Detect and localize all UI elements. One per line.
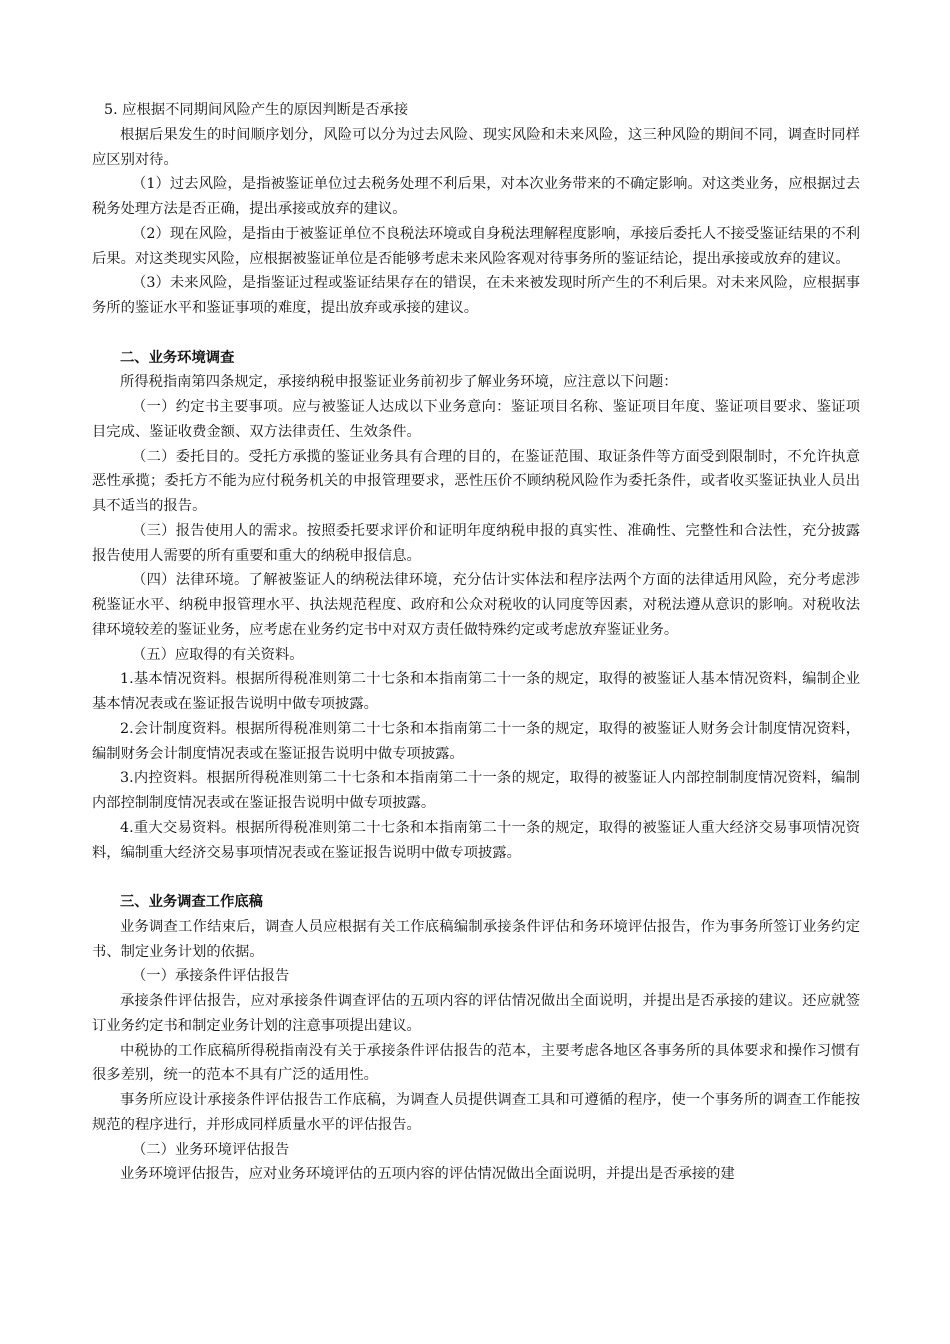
paragraph-env-purpose: （二）委托目的。受托方承揽的鉴证业务具有合理的目的，在鉴证范围、取证条件等方面受到限制时，不允许执意恶性承揽；委托方不能为应付税务机关的申报管理要求，恶性压价不顾纳税风险作为委托条件，或者收买鉴证执业人员出具不适当的报告。 xyxy=(92,448,860,514)
paragraph-material-internal-control: 3.内控资料。根据所得税准则第二十七条和本指南第二十一条的规定，取得的被鉴证人内部控制制度情况资料，编制内部控制制度情况表或在鉴证报告说明中做专项披露。 xyxy=(92,770,860,811)
paragraph-current-risk: （2）现在风险，是指由于被鉴证单位不良税法环境或自身税法理解程度影响，承接后委托人不接受鉴证结果的不利后果。对这类现实风险，应根据被鉴证单位是否能够考虑未来风险客观对待事务所的鉴证结论，提出承接或放弃的建议。 xyxy=(92,225,860,267)
document-page xyxy=(92,98,860,1187)
paragraph-risk-period: 根据后果发生的时间顺序划分，风险可以分为过去风险、现实风险和未来风险，这三种风险的期间不同，调查时同样应区别对待。 xyxy=(92,126,860,168)
paragraph-env-report-users: （三）报告使用人的需求。按照委托要求评价和证明年度纳税申报的真实性、准确性、完整性和合法性，充分披露报告使用人需要的所有重要和重大的纳税申报信息。 xyxy=(92,522,860,564)
paragraph-env-contract: （一）约定书主要事项。应与被鉴证人达成以下业务意向：鉴证项目名称、鉴证项目年度、鉴证项目要求、鉴证项目完成、鉴证收费金额、双方法律责任、生效条件。 xyxy=(92,399,860,440)
paragraph-env-materials: （五）应取得的有关资料。 xyxy=(132,646,304,663)
section-heading-working-papers: 三、业务调查工作底稿 xyxy=(120,894,263,910)
paragraph-future-risk: （3）未来风险，是指鉴证过程或鉴证结果存在的错误，在未来被发现时所产生的不利后果。对未来风险，应根据事务所的鉴证水平和鉴证事项的难度，提出放弃或承接的建议。 xyxy=(92,275,860,316)
paragraph-wp-intro: 业务调查工作结束后，调查人员应根据有关工作底稿编制承接条件评估和务环境评估报告，作为事务所签订业务约定书、制定业务计划的依据。 xyxy=(92,918,860,960)
paragraph-past-risk: （1）过去风险，是指被鉴证单位过去税务处理不利后果，对本次业务带来的不确定影响。对这类业务，应根据过去税务处理方法是否正确，提出承接或放弃的建议。 xyxy=(92,176,860,217)
paragraph-item-5: 5. 应根据不同期间风险产生的原因判断是否承接 xyxy=(104,102,409,118)
paragraph-wp-environment-content: 业务环境评估报告，应对业务环境评估的五项内容的评估情况做出全面说明，并提出是否承接的建 xyxy=(120,1166,735,1183)
paragraph-wp-acceptance-title: （一）承接条件评估报告 xyxy=(132,968,290,985)
paragraph-material-basic: 1.基本情况资料。根据所得税准则第二十七条和本指南第二十一条的规定，取得的被鉴证人基本情况资料，编制企业基本情况表或在鉴证报告说明中做专项披露。 xyxy=(92,671,860,712)
paragraph-env-legal: （四）法律环境。了解被鉴证人的纳税法律环境，充分估计实体法和程序法两个方面的法律适用风险，充分考虑涉税鉴证水平、纳税申报管理水平、执法规范程度、政府和公众对税收的认同度等因素，对税法遵从意识的影响。对税收法律环境较差的鉴证业务，应考虑在业务约定书中对双方责任做特殊约定或考虑放弃鉴证业务。 xyxy=(92,572,860,638)
paragraph-wp-environment-title: （二）业务环境评估报告 xyxy=(132,1141,290,1158)
paragraph-env-intro: 所得税指南第四条规定，承接纳税申报鉴证业务前初步了解业务环境，应注意以下问题： xyxy=(120,374,678,391)
paragraph-material-major-transactions: 4.重大交易资料。根据所得税准则第二十七条和本指南第二十一条的规定，取得的被鉴证人重大经济交易事项情况资料，编制重大经济交易事项情况表或在鉴证报告说明中做专项披露。 xyxy=(92,819,860,861)
paragraph-wp-acceptance-content: 承接条件评估报告，应对承接条件调查评估的五项内容的评估情况做出全面说明，并提出是否承接的建议。还应就签订业务约定书和制定业务计划的注意事项提出建议。 xyxy=(92,993,860,1034)
paragraph-wp-template-note: 中税协的工作底稿所得税指南没有关于承接条件评估报告的范本，主要考虑各地区各事务所的具体要求和操作习惯有很多差别，统一的范本不具有广泛的适用性。 xyxy=(92,1042,860,1084)
section-heading-business-environment: 二、业务环境调查 xyxy=(120,349,235,366)
paragraph-material-accounting: 2.会计制度资料。根据所得税准则第二十七条和本指南第二十一条的规定，取得的被鉴证人财务会计制度情况资料，编制财务会计制度情况表或在鉴证报告说明中做专项披露。 xyxy=(92,720,860,762)
paragraph-wp-firm-design: 事务所应设计承接条件评估报告工作底稿，为调查人员提供调查工具和可遵循的程序，使一个事务所的调查工作能按规范的程序进行，并形成同样质量水平的评估报告。 xyxy=(92,1092,860,1133)
